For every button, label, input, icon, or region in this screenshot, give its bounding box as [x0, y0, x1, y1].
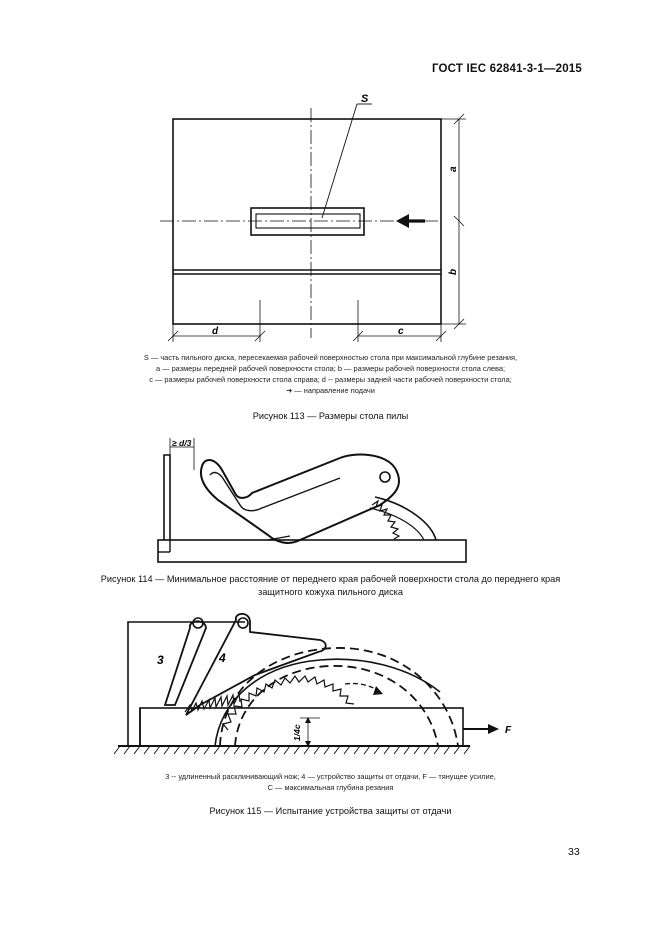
- legend-line: c — размеры рабочей поверхности стола справа; d -- размеры задней части рабочей поверхности стола;: [149, 375, 512, 384]
- caption-line: защитного кожуха пильного диска: [257, 587, 403, 597]
- ground-hatching: [114, 746, 470, 754]
- caption-line: Рисунок 114 — Минимальное расстояние от переднего края рабочей поверхности стола до переднего края: [100, 574, 561, 584]
- figure-115-caption: Рисунок 115 — Испытание устройства защиты от отдачи: [209, 806, 452, 816]
- saw-teeth: [223, 676, 354, 730]
- label-4: 4: [219, 651, 226, 665]
- page-number: 33: [568, 846, 580, 858]
- rotation-arrow-icon: [373, 686, 383, 695]
- legend-line: ➔ — направление подачи: [286, 386, 375, 395]
- pivot-icon: [193, 618, 203, 628]
- document-header: ГОСТ IEC 62841-3-1—2015: [431, 63, 582, 75]
- label-depth: 1/4c: [292, 724, 302, 741]
- anti-kickback-device: [186, 614, 326, 715]
- legend-line: S — часть пильного диска, пересекаемая рабочей поверхностью стола при максимальной глубине резания,: [143, 353, 518, 362]
- legend-line: a — размеры передней рабочей поверхности стола; b — размеры рабочей поверхности стола слева;: [155, 364, 506, 373]
- figure-115-legend: [60, 771, 601, 793]
- label-s: S: [361, 93, 369, 105]
- pull-force-arrow-icon: [488, 724, 499, 734]
- label-3: 3: [157, 653, 164, 667]
- label-d: d: [212, 326, 219, 337]
- label-f: F: [505, 725, 512, 736]
- label-b: b: [448, 268, 459, 275]
- label-c: c: [398, 326, 404, 337]
- figure-113-caption: Рисунок 113 — Размеры стола пилы: [252, 411, 409, 421]
- legend-line: C — максимальная глубина резания: [267, 783, 394, 792]
- saw-blade: [215, 659, 440, 746]
- label-a: a: [448, 166, 459, 172]
- legend-line: 3 -- удлиненный расклинивающий нож; 4 — устройство защиты от отдачи, F — тянущее усилие,: [165, 772, 496, 781]
- label-min-distance: ≥ d/3: [172, 438, 192, 448]
- pivot-icon: [238, 618, 248, 628]
- riving-knife: [165, 621, 206, 705]
